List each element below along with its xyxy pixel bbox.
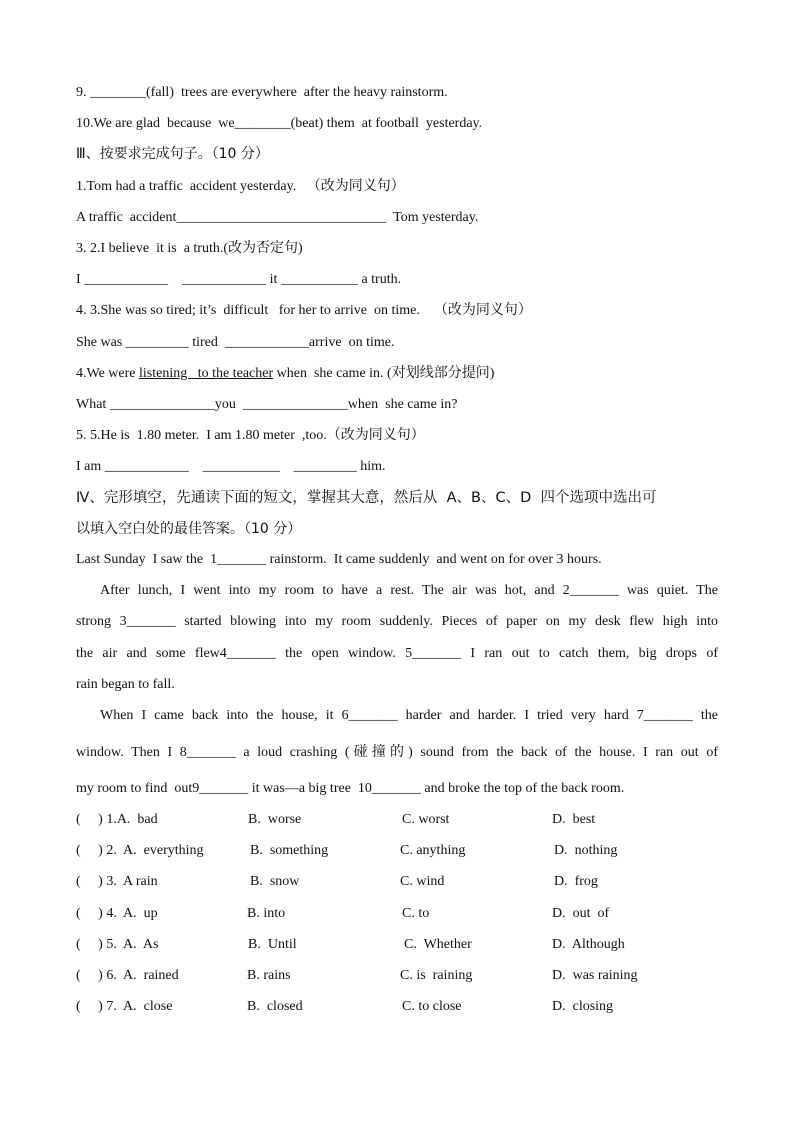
rewrite-4-prefix: 4.We were xyxy=(76,366,140,381)
option-d: D. was raining xyxy=(552,968,638,983)
option-b: B. closed xyxy=(247,999,303,1014)
rewrite-3-question: 4. 3.She was so tired; it’s difficult for her to arrive on time. （改为同义句） xyxy=(76,303,532,318)
rewrite-2-answer: I ____________ ____________ it ___________ a truth. xyxy=(76,272,402,287)
option-b: B. rains xyxy=(247,968,291,983)
option-c: C. anything xyxy=(400,843,466,858)
option-b: B. Until xyxy=(248,937,297,952)
option-c: C. to xyxy=(402,906,430,921)
rewrite-1-question: 1.Tom had a traffic accident yesterday. （改为同义句） xyxy=(76,179,405,194)
section-4-heading-line2: 以填入空白处的最佳答案。（10 分） xyxy=(76,521,302,537)
section-3-heading: Ⅲ、按要求完成句子。（10 分） xyxy=(76,146,269,162)
rewrite-5-answer: I am ____________ ___________ _________ him. xyxy=(76,459,386,474)
section-4-heading-line1: Ⅳ、完形填空，先通读下面的短文，掌握其大意，然后从 A、B、C、D 四个选项中选出可 xyxy=(76,490,657,506)
option-d: D. nothing xyxy=(554,843,618,858)
option-a: ( ) 7. A. close xyxy=(76,999,173,1014)
option-b: B. worse xyxy=(248,812,302,827)
option-c: C. wind xyxy=(400,874,445,889)
rewrite-3-answer: She was _________ tired ____________arrive on time. xyxy=(76,335,395,350)
passage-line-2: After lunch, I went into my room to have a rest. The air was hot, and 2_______ was quiet. The xyxy=(100,583,718,598)
passage-line-4: the air and some flew4_______ the open window. 5_______ I ran out to catch them, big drops of xyxy=(76,646,718,661)
option-d: D. best xyxy=(552,812,596,827)
rewrite-2-question: 3. 2.I believe it is a truth.(改为否定句) xyxy=(76,241,303,256)
option-c: C. is raining xyxy=(400,968,473,983)
option-a: ( ) 5. A. As xyxy=(76,937,159,952)
passage-line-7: window. Then I 8_______ a loud crashing (碰撞的) sound from the back of the house. I ran out of xyxy=(76,745,718,760)
option-a: ( ) 4. A. up xyxy=(76,906,158,921)
option-a: ( ) 6. A. rained xyxy=(76,968,179,983)
question-9: 9. ________(fall) trees are everywhere after the heavy rainstorm. xyxy=(76,85,448,100)
option-d: D. Although xyxy=(552,937,625,952)
option-a: ( ) 3. A rain xyxy=(76,874,158,889)
underlined-phrase: listening to the teacher xyxy=(139,366,274,381)
rewrite-4-question xyxy=(76,365,494,383)
rewrite-4-answer: What _______________you _______________when she came in? xyxy=(76,397,458,412)
option-c: C. Whether xyxy=(404,937,472,952)
question-10: 10.We are glad because we________(beat) them at football yesterday. xyxy=(76,116,483,131)
rewrite-5-question: 5. 5.He is 1.80 meter. I am 1.80 meter ,too.（改为同义句） xyxy=(76,428,425,443)
rewrite-1-answer: A traffic accident______________________________ Tom yesterday. xyxy=(76,210,479,225)
passage-line-5: rain began to fall. xyxy=(76,677,175,692)
rewrite-4-suffix: when she came in. (对划线部分提问) xyxy=(273,366,495,381)
option-a: ( ) 2. A. everything xyxy=(76,843,204,858)
passage-line-6: When I came back into the house, it 6_______ harder and harder. I tried very hard 7_______ the xyxy=(100,708,718,723)
passage-line-8: my room to find out9_______ it was—a big tree 10_______ and broke the top of the back room. xyxy=(76,781,625,796)
option-d: D. out of xyxy=(552,906,610,921)
option-c: C. worst xyxy=(402,812,450,827)
option-c: C. to close xyxy=(402,999,462,1014)
option-b: B. snow xyxy=(250,874,300,889)
option-d: D. closing xyxy=(552,999,614,1014)
passage-line-3: strong 3_______ started blowing into my room suddenly. Pieces of paper on my desk flew high into xyxy=(76,614,718,629)
passage-line-1: Last Sunday I saw the 1_______ rainstorm. It came suddenly and went on for over 3 hours. xyxy=(76,552,602,567)
option-b: B. something xyxy=(250,843,329,858)
option-a: ( ) 1.A. bad xyxy=(76,812,158,827)
option-d: D. frog xyxy=(554,874,598,889)
option-b: B. into xyxy=(247,906,286,921)
